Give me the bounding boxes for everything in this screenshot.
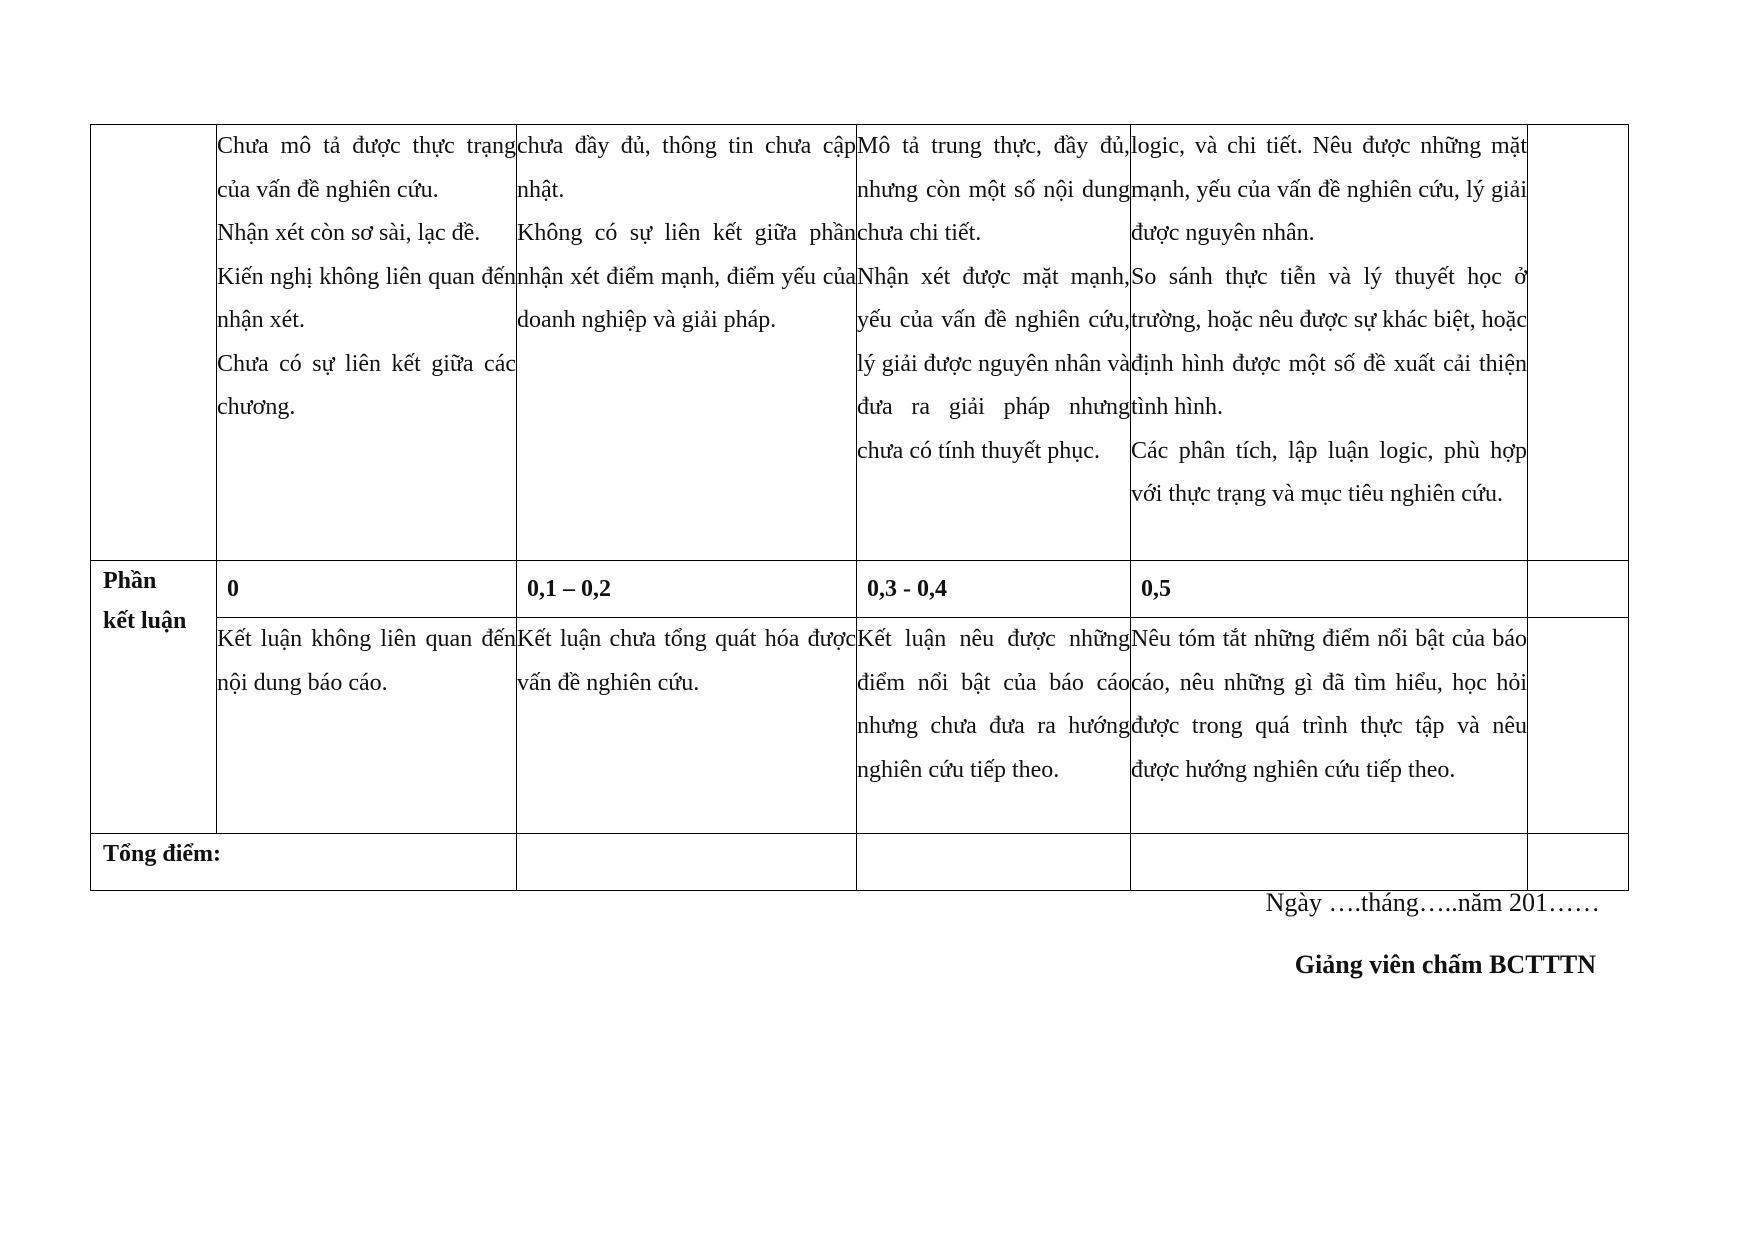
criteria-text: Kiến nghị không liên quan đến nhận xét.: [217, 263, 516, 333]
section-label-line: kết luận: [103, 608, 187, 634]
criteria-text: Không có sự liên kết giữa phần nhận xét điểm mạnh, điểm yếu của doanh nghiệp và giải pháp.: [517, 220, 856, 333]
conclusion-criteria-level-2: Kết luận nêu được những điểm nổi bật của báo cáo nhưng chưa đưa ra hướng nghiên cứu tiếp theo.: [857, 618, 1131, 834]
criteria-text: Mô tả trung thực, đầy đủ, nhưng còn một số nội dung chưa chi tiết.: [857, 133, 1130, 246]
row-label-empty: [91, 125, 217, 561]
criteria-text: Nhận xét còn sơ sài, lạc đề.: [217, 220, 481, 246]
table-row-total: [91, 834, 1629, 891]
criteria-cell-level-3: [1131, 125, 1528, 561]
signer-title: Giảng viên chấm BCTTTN: [1294, 950, 1596, 979]
criteria-cell-level-1: [517, 125, 857, 561]
score-entry-cell: [1528, 618, 1629, 834]
table-row-conclusion-scores: [91, 561, 1629, 618]
total-cell: [1131, 834, 1528, 891]
total-cell: [517, 834, 857, 891]
grading-rubric-table: [90, 124, 1629, 891]
criteria-cell-level-2: [857, 125, 1131, 561]
score-entry-cell: [1528, 561, 1629, 618]
date-line: Ngày ….tháng…..năm 201……: [1265, 888, 1600, 917]
table-row-conclusion-criteria: [91, 618, 1629, 834]
criteria-text: chưa đầy đủ, thông tin chưa cập nhật.: [517, 133, 856, 203]
section-label-conclusion: [91, 561, 217, 834]
total-score-label: Tổng điểm:: [91, 834, 517, 891]
criteria-text: Chưa có sự liên kết giữa các chương.: [217, 350, 516, 420]
conclusion-criteria-level-3: Nêu tóm tắt những điểm nổi bật của báo cáo, nêu những gì đã tìm hiểu, học hỏi được trong quá trình thực tập và nêu được hướng nghiên cứu tiếp theo.: [1131, 618, 1528, 834]
score-range-2: 0,3 - 0,4: [857, 561, 1131, 618]
table-row-analysis: [91, 125, 1629, 561]
conclusion-criteria-level-0: Kết luận không liên quan đến nội dung báo cáo.: [217, 618, 517, 834]
criteria-text: Chưa mô tả được thực trạng của vấn đề nghiên cứu.: [217, 133, 516, 203]
criteria-text: Các phân tích, lập luận logic, phù hợp với thực trạng và mục tiêu nghiên cứu.: [1131, 437, 1527, 507]
conclusion-criteria-level-1: Kết luận chưa tổng quát hóa được vấn đề nghiên cứu.: [517, 618, 857, 834]
score-range-1: 0,1 – 0,2: [517, 561, 857, 618]
criteria-text: Nhận xét được mặt mạnh, yếu của vấn đề nghiên cứu, lý giải được nguyên nhân và đưa ra giải pháp nhưng chưa có tính thuyết phục.: [857, 263, 1130, 464]
score-range-0: 0: [217, 561, 517, 618]
section-label-line: Phần: [103, 568, 157, 594]
total-cell: [857, 834, 1131, 891]
criteria-text: logic, và chi tiết. Nêu được những mặt mạnh, yếu của vấn đề nghiên cứu, lý giải được nguyên nhân.: [1131, 133, 1527, 246]
criteria-text: So sánh thực tiễn và lý thuyết học ở trường, hoặc nêu được sự khác biệt, hoặc định hình được một số đề xuất cải thiện tình hình.: [1131, 263, 1527, 420]
score-range-3: 0,5: [1131, 561, 1528, 618]
score-entry-cell: [1528, 125, 1629, 561]
criteria-cell-level-0: [217, 125, 517, 561]
total-cell: [1528, 834, 1629, 891]
